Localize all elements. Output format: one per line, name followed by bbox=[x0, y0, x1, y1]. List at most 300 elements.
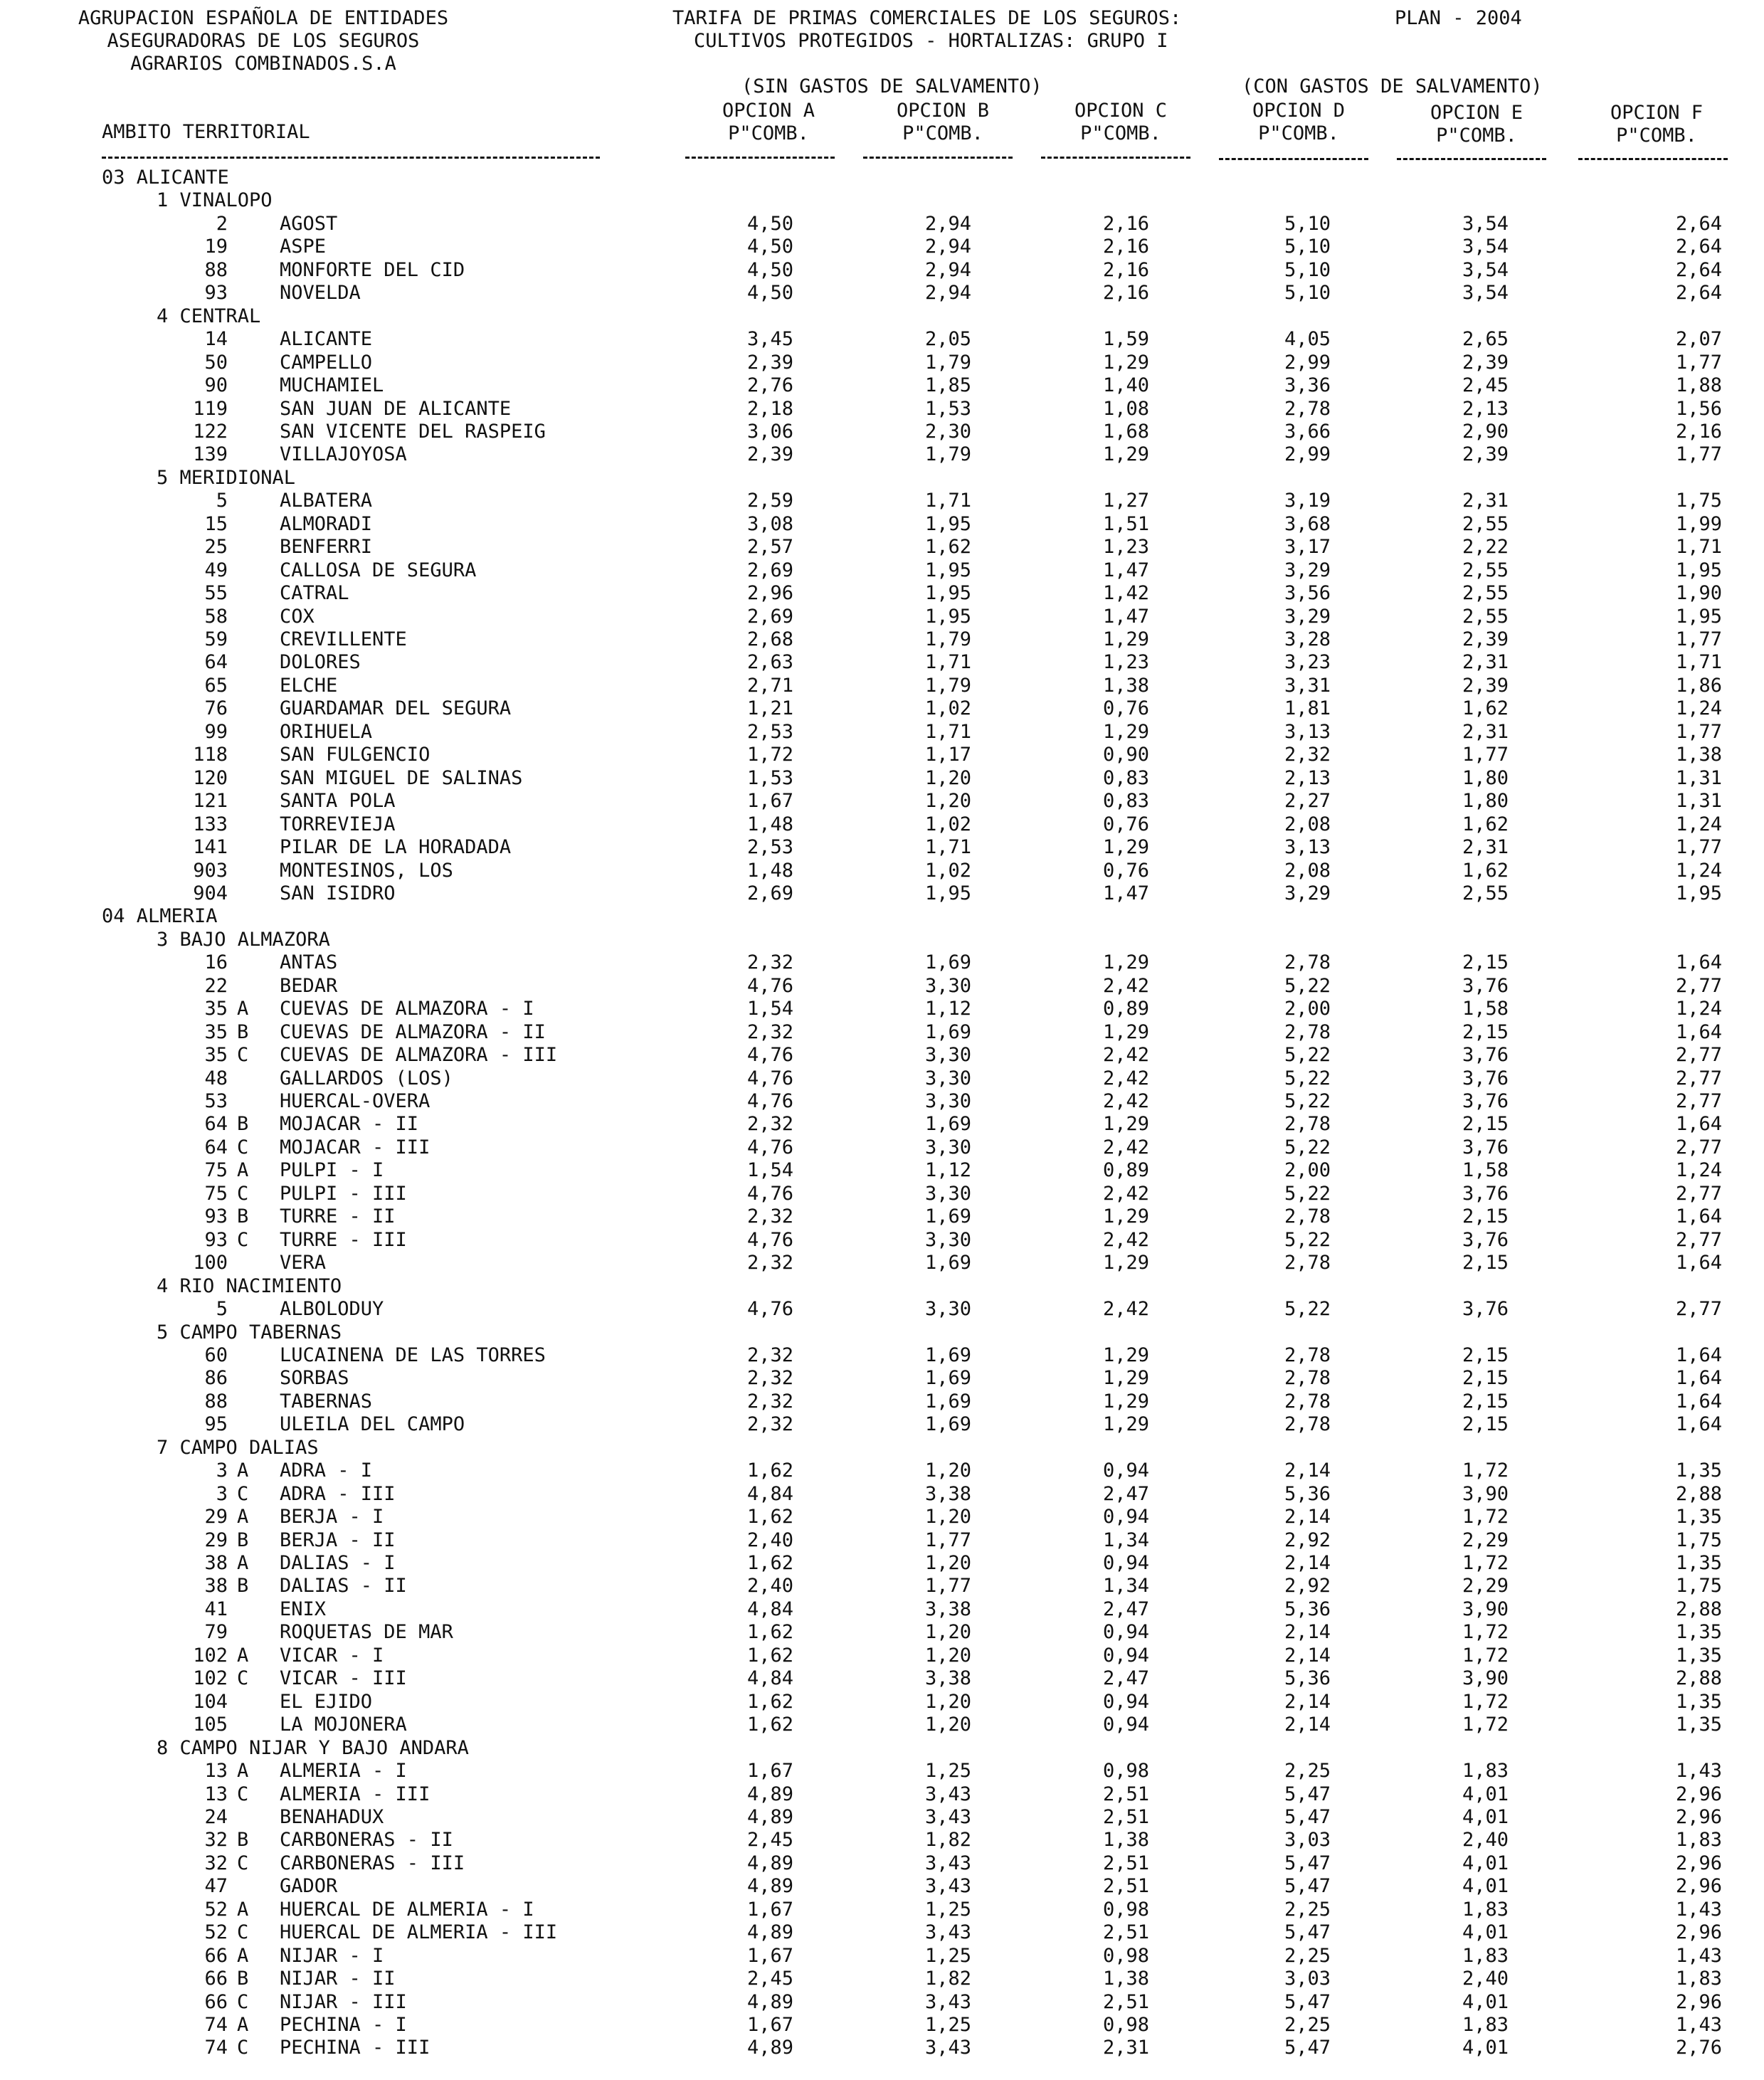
column-sub-a: P"COMB. bbox=[728, 122, 809, 144]
value-opcion-b: 1,95 bbox=[924, 582, 971, 605]
value-opcion-b: 1,69 bbox=[924, 951, 971, 974]
municipality-code: 47 bbox=[204, 1875, 228, 1898]
table-row bbox=[0, 1229, 1764, 1252]
value-opcion-a: 2,32 bbox=[746, 1252, 793, 1274]
value-opcion-f: 1,24 bbox=[1675, 998, 1722, 1020]
value-opcion-e: 3,76 bbox=[1462, 1067, 1509, 1089]
table-row bbox=[0, 1806, 1764, 1829]
table-row bbox=[0, 374, 1764, 397]
value-opcion-e: 4,01 bbox=[1462, 1921, 1509, 1944]
value-opcion-b: 1,69 bbox=[924, 1413, 971, 1436]
value-opcion-f: 1,24 bbox=[1675, 697, 1722, 720]
value-opcion-a: 1,21 bbox=[746, 697, 793, 720]
value-opcion-e: 1,80 bbox=[1462, 790, 1509, 813]
municipality-subzone: B bbox=[237, 1968, 249, 1990]
table-row bbox=[0, 352, 1764, 374]
value-opcion-d: 3,31 bbox=[1284, 674, 1331, 697]
value-opcion-a: 2,18 bbox=[746, 397, 793, 420]
value-opcion-d: 3,19 bbox=[1284, 490, 1331, 512]
value-opcion-d: 1,81 bbox=[1284, 697, 1331, 720]
table-row bbox=[0, 1067, 1764, 1090]
municipality-code: 32 bbox=[204, 1829, 228, 1852]
table-row bbox=[0, 1183, 1764, 1205]
value-opcion-b: 1,20 bbox=[924, 1644, 971, 1667]
municipality-name: LA MOJONERA bbox=[280, 1714, 407, 1736]
org-name-line-1: AGRUPACION ESPAÑOLA DE ENTIDADES bbox=[78, 7, 449, 29]
plan-year: PLAN - 2004 bbox=[1395, 7, 1522, 29]
value-opcion-e: 3,90 bbox=[1462, 1598, 1509, 1620]
value-opcion-f: 1,35 bbox=[1675, 1621, 1722, 1644]
value-opcion-b: 3,38 bbox=[924, 1598, 971, 1620]
municipality-name: BENFERRI bbox=[280, 536, 373, 559]
value-opcion-e: 1,58 bbox=[1462, 1159, 1509, 1182]
value-opcion-a: 1,67 bbox=[746, 2014, 793, 2036]
value-opcion-e: 1,72 bbox=[1462, 1621, 1509, 1644]
value-opcion-f: 1,71 bbox=[1675, 651, 1722, 674]
value-opcion-e: 3,76 bbox=[1462, 974, 1509, 997]
value-opcion-e: 2,15 bbox=[1462, 1367, 1509, 1390]
value-opcion-b: 2,05 bbox=[924, 328, 971, 351]
table-row bbox=[0, 1598, 1764, 1621]
municipality-code: 64 bbox=[204, 651, 228, 674]
municipality-name: ALBOLODUY bbox=[280, 1298, 384, 1321]
value-opcion-e: 2,39 bbox=[1462, 674, 1509, 697]
value-opcion-d: 2,78 bbox=[1284, 1413, 1331, 1436]
municipality-code: 88 bbox=[204, 1390, 228, 1413]
value-opcion-a: 2,45 bbox=[746, 1968, 793, 1990]
value-opcion-e: 2,55 bbox=[1462, 882, 1509, 904]
province-label: 04 ALMERIA bbox=[102, 905, 218, 928]
municipality-name: HUERCAL DE ALMERIA - III bbox=[280, 1921, 558, 1944]
value-opcion-b: 3,30 bbox=[924, 1298, 971, 1321]
value-opcion-e: 2,15 bbox=[1462, 1020, 1509, 1043]
value-opcion-f: 2,64 bbox=[1675, 212, 1722, 235]
value-opcion-c: 0,76 bbox=[1102, 813, 1149, 835]
value-opcion-f: 1,64 bbox=[1675, 1413, 1722, 1436]
value-opcion-b: 1,69 bbox=[924, 1205, 971, 1228]
municipality-name: ALMERIA - III bbox=[280, 1783, 431, 1805]
municipality-subzone: C bbox=[237, 2037, 249, 2059]
value-opcion-c: 2,42 bbox=[1102, 1090, 1149, 1112]
org-name-line-3: AGRARIOS COMBINADOS.S.A bbox=[130, 53, 396, 75]
value-opcion-b: 3,30 bbox=[924, 1090, 971, 1112]
value-opcion-f: 1,75 bbox=[1675, 1575, 1722, 1598]
value-opcion-f: 1,83 bbox=[1675, 1968, 1722, 1990]
municipality-name: MONTESINOS, LOS bbox=[280, 859, 453, 882]
value-opcion-e: 1,83 bbox=[1462, 1898, 1509, 1921]
municipality-subzone: C bbox=[237, 1667, 249, 1690]
value-opcion-b: 1,71 bbox=[924, 651, 971, 674]
value-opcion-d: 5,47 bbox=[1284, 1921, 1331, 1944]
value-opcion-a: 2,69 bbox=[746, 559, 793, 581]
value-opcion-e: 3,76 bbox=[1462, 1228, 1509, 1251]
value-opcion-c: 0,94 bbox=[1102, 1621, 1149, 1644]
municipality-code: 35 bbox=[204, 1020, 228, 1043]
value-opcion-e: 2,65 bbox=[1462, 328, 1509, 351]
table-row bbox=[0, 1899, 1764, 1921]
municipality-name: MONFORTE DEL CID bbox=[280, 258, 465, 281]
municipality-code: 903 bbox=[193, 859, 228, 882]
value-opcion-f: 2,77 bbox=[1675, 1298, 1722, 1321]
value-opcion-a: 2,32 bbox=[746, 1113, 793, 1136]
municipality-name: EL EJIDO bbox=[280, 1690, 373, 1713]
value-opcion-f: 1,99 bbox=[1675, 512, 1722, 535]
comarca-row bbox=[0, 1437, 1764, 1459]
value-opcion-c: 2,16 bbox=[1102, 212, 1149, 235]
value-opcion-e: 1,72 bbox=[1462, 1690, 1509, 1713]
value-opcion-e: 2,15 bbox=[1462, 1343, 1509, 1366]
value-opcion-a: 2,63 bbox=[746, 651, 793, 674]
value-opcion-d: 2,00 bbox=[1284, 1159, 1331, 1182]
value-opcion-e: 2,40 bbox=[1462, 1968, 1509, 1990]
province-label: 03 ALICANTE bbox=[102, 167, 229, 189]
municipality-name: SANTA POLA bbox=[280, 790, 396, 813]
group-heading-con-gastos: (CON GASTOS DE SALVAMENTO) bbox=[1242, 75, 1543, 97]
municipality-code: 13 bbox=[204, 1760, 228, 1783]
municipality-name: ASPE bbox=[280, 236, 327, 258]
table-row bbox=[0, 721, 1764, 744]
value-opcion-b: 2,94 bbox=[924, 258, 971, 281]
value-opcion-f: 1,64 bbox=[1675, 1343, 1722, 1366]
municipality-name: VICAR - I bbox=[280, 1644, 384, 1667]
municipality-name: COX bbox=[280, 605, 315, 628]
value-opcion-c: 1,34 bbox=[1102, 1575, 1149, 1598]
value-opcion-c: 1,59 bbox=[1102, 328, 1149, 351]
table-row bbox=[0, 1783, 1764, 1806]
value-opcion-f: 2,96 bbox=[1675, 1852, 1722, 1874]
value-opcion-c: 1,29 bbox=[1102, 836, 1149, 859]
table-row bbox=[0, 582, 1764, 605]
value-opcion-c: 0,76 bbox=[1102, 859, 1149, 882]
value-opcion-d: 5,10 bbox=[1284, 236, 1331, 258]
value-opcion-b: 1,69 bbox=[924, 1343, 971, 1366]
municipality-name: ULEILA DEL CAMPO bbox=[280, 1413, 465, 1436]
value-opcion-b: 2,94 bbox=[924, 282, 971, 305]
table-row bbox=[0, 421, 1764, 443]
municipality-name: ENIX bbox=[280, 1598, 327, 1620]
value-opcion-a: 1,53 bbox=[746, 766, 793, 789]
value-opcion-a: 1,62 bbox=[746, 1621, 793, 1644]
municipality-code: 141 bbox=[193, 836, 228, 859]
value-opcion-f: 2,96 bbox=[1675, 1921, 1722, 1944]
value-opcion-b: 2,94 bbox=[924, 212, 971, 235]
value-opcion-a: 4,76 bbox=[746, 1298, 793, 1321]
municipality-name: HUERCAL DE ALMERIA - I bbox=[280, 1898, 534, 1921]
table-row bbox=[0, 1852, 1764, 1875]
comarca-row bbox=[0, 467, 1764, 490]
value-opcion-f: 1,64 bbox=[1675, 1020, 1722, 1043]
value-opcion-f: 1,95 bbox=[1675, 559, 1722, 581]
value-opcion-a: 2,39 bbox=[746, 443, 793, 466]
value-opcion-b: 3,30 bbox=[924, 1182, 971, 1205]
table-row bbox=[0, 1968, 1764, 1990]
value-opcion-f: 2,77 bbox=[1675, 1044, 1722, 1067]
value-opcion-d: 5,10 bbox=[1284, 258, 1331, 281]
value-opcion-b: 1,25 bbox=[924, 2014, 971, 2036]
table-row bbox=[0, 836, 1764, 859]
municipality-code: 79 bbox=[204, 1621, 228, 1644]
value-opcion-f: 2,77 bbox=[1675, 974, 1722, 997]
value-opcion-a: 4,76 bbox=[746, 1136, 793, 1158]
value-opcion-b: 3,30 bbox=[924, 1228, 971, 1251]
value-opcion-d: 2,08 bbox=[1284, 813, 1331, 835]
municipality-code: 66 bbox=[204, 1990, 228, 2013]
value-opcion-d: 2,78 bbox=[1284, 1390, 1331, 1413]
value-opcion-f: 2,96 bbox=[1675, 1783, 1722, 1805]
municipality-code: 32 bbox=[204, 1852, 228, 1874]
municipality-code: 102 bbox=[193, 1644, 228, 1667]
value-opcion-a: 4,76 bbox=[746, 1090, 793, 1112]
value-opcion-e: 1,80 bbox=[1462, 766, 1509, 789]
municipality-subzone: A bbox=[237, 1459, 249, 1482]
value-opcion-a: 2,57 bbox=[746, 536, 793, 559]
value-opcion-d: 3,28 bbox=[1284, 628, 1331, 650]
value-opcion-f: 1,24 bbox=[1675, 813, 1722, 835]
value-opcion-c: 2,42 bbox=[1102, 974, 1149, 997]
municipality-name: PULPI - III bbox=[280, 1182, 407, 1205]
value-opcion-e: 4,01 bbox=[1462, 1852, 1509, 1874]
municipality-name: MUCHAMIEL bbox=[280, 374, 384, 397]
value-opcion-b: 1,71 bbox=[924, 720, 971, 743]
municipality-code: 133 bbox=[193, 813, 228, 835]
value-opcion-c: 1,38 bbox=[1102, 674, 1149, 697]
value-opcion-b: 1,71 bbox=[924, 490, 971, 512]
municipality-code: 105 bbox=[193, 1714, 228, 1736]
municipality-code: 122 bbox=[193, 420, 228, 443]
value-opcion-c: 1,29 bbox=[1102, 351, 1149, 374]
value-opcion-a: 4,76 bbox=[746, 1228, 793, 1251]
table-row bbox=[0, 513, 1764, 536]
municipality-code: 24 bbox=[204, 1805, 228, 1828]
value-opcion-f: 1,31 bbox=[1675, 766, 1722, 789]
value-opcion-b: 1,71 bbox=[924, 836, 971, 859]
value-opcion-c: 1,29 bbox=[1102, 1390, 1149, 1413]
value-opcion-d: 5,47 bbox=[1284, 1852, 1331, 1874]
value-opcion-d: 2,78 bbox=[1284, 1343, 1331, 1366]
value-opcion-c: 2,42 bbox=[1102, 1136, 1149, 1158]
value-opcion-b: 1,25 bbox=[924, 1898, 971, 1921]
table-row bbox=[0, 259, 1764, 282]
municipality-code: 5 bbox=[216, 1298, 228, 1321]
table-row bbox=[0, 1667, 1764, 1690]
document-title-line-1: TARIFA DE PRIMAS COMERCIALES DE LOS SEGUROS: bbox=[672, 7, 1182, 29]
value-opcion-c: 2,51 bbox=[1102, 1783, 1149, 1805]
value-opcion-c: 2,31 bbox=[1102, 2037, 1149, 2059]
municipality-name: ELCHE bbox=[280, 674, 338, 697]
municipality-code: 93 bbox=[204, 1205, 228, 1228]
comarca-row bbox=[0, 1321, 1764, 1344]
value-opcion-f: 1,95 bbox=[1675, 605, 1722, 628]
value-opcion-c: 0,89 bbox=[1102, 1159, 1149, 1182]
municipality-code: 22 bbox=[204, 974, 228, 997]
value-opcion-c: 1,29 bbox=[1102, 1343, 1149, 1366]
value-opcion-b: 1,95 bbox=[924, 605, 971, 628]
value-opcion-b: 1,02 bbox=[924, 697, 971, 720]
value-opcion-a: 4,76 bbox=[746, 974, 793, 997]
municipality-name: BERJA - II bbox=[280, 1529, 396, 1551]
municipality-name: LUCAINENA DE LAS TORRES bbox=[280, 1343, 546, 1366]
value-opcion-c: 2,42 bbox=[1102, 1067, 1149, 1089]
value-opcion-f: 1,75 bbox=[1675, 490, 1722, 512]
value-opcion-a: 1,67 bbox=[746, 1898, 793, 1921]
comarca-label: 5 MERIDIONAL bbox=[157, 466, 296, 489]
value-opcion-a: 1,62 bbox=[746, 1644, 793, 1667]
value-opcion-c: 1,34 bbox=[1102, 1529, 1149, 1551]
value-opcion-c: 0,83 bbox=[1102, 790, 1149, 813]
municipality-name: SAN MIGUEL DE SALINAS bbox=[280, 766, 523, 789]
table-row bbox=[0, 1945, 1764, 1968]
municipality-code: 53 bbox=[204, 1090, 228, 1112]
value-opcion-c: 1,29 bbox=[1102, 951, 1149, 974]
municipality-name: MOJACAR - III bbox=[280, 1136, 431, 1158]
value-opcion-a: 3,08 bbox=[746, 512, 793, 535]
municipality-code: 38 bbox=[204, 1575, 228, 1598]
value-opcion-b: 1,95 bbox=[924, 512, 971, 535]
value-opcion-e: 3,76 bbox=[1462, 1090, 1509, 1112]
value-opcion-e: 2,39 bbox=[1462, 443, 1509, 466]
municipality-code: 75 bbox=[204, 1159, 228, 1182]
value-opcion-b: 1,02 bbox=[924, 859, 971, 882]
municipality-subzone: A bbox=[237, 1944, 249, 1967]
value-opcion-f: 1,77 bbox=[1675, 836, 1722, 859]
value-opcion-e: 4,01 bbox=[1462, 2037, 1509, 2059]
value-opcion-a: 1,67 bbox=[746, 1944, 793, 1967]
value-opcion-d: 2,13 bbox=[1284, 766, 1331, 789]
value-opcion-a: 1,62 bbox=[746, 1459, 793, 1482]
value-opcion-e: 2,29 bbox=[1462, 1529, 1509, 1551]
value-opcion-f: 1,43 bbox=[1675, 1760, 1722, 1783]
value-opcion-d: 5,22 bbox=[1284, 1067, 1331, 1089]
value-opcion-f: 2,77 bbox=[1675, 1182, 1722, 1205]
value-opcion-e: 3,54 bbox=[1462, 212, 1509, 235]
value-opcion-c: 2,16 bbox=[1102, 282, 1149, 305]
value-opcion-a: 2,32 bbox=[746, 1413, 793, 1436]
municipality-subzone: C bbox=[237, 1921, 249, 1944]
municipality-name: BERJA - I bbox=[280, 1506, 384, 1529]
value-opcion-b: 1,95 bbox=[924, 882, 971, 904]
value-opcion-c: 0,90 bbox=[1102, 744, 1149, 766]
value-opcion-e: 1,62 bbox=[1462, 859, 1509, 882]
municipality-name: MOJACAR - II bbox=[280, 1113, 419, 1136]
value-opcion-c: 2,51 bbox=[1102, 1875, 1149, 1898]
value-opcion-b: 1,82 bbox=[924, 1968, 971, 1990]
table-row bbox=[0, 213, 1764, 236]
municipality-name: VICAR - III bbox=[280, 1667, 407, 1690]
municipality-code: 904 bbox=[193, 882, 228, 904]
value-opcion-f: 2,64 bbox=[1675, 236, 1722, 258]
municipality-name: ALMERIA - I bbox=[280, 1760, 407, 1783]
comarca-label: 7 CAMPO DALIAS bbox=[157, 1436, 319, 1459]
value-opcion-a: 2,40 bbox=[746, 1529, 793, 1551]
value-opcion-d: 5,22 bbox=[1284, 1090, 1331, 1112]
value-opcion-f: 1,77 bbox=[1675, 720, 1722, 743]
municipality-code: 66 bbox=[204, 1944, 228, 1967]
table-row bbox=[0, 1875, 1764, 1898]
value-opcion-a: 2,69 bbox=[746, 605, 793, 628]
value-opcion-b: 3,43 bbox=[924, 1852, 971, 1874]
municipality-name: VERA bbox=[280, 1252, 327, 1274]
value-opcion-c: 1,42 bbox=[1102, 582, 1149, 605]
table-row bbox=[0, 1136, 1764, 1159]
municipality-code: 60 bbox=[204, 1343, 228, 1366]
value-opcion-a: 4,76 bbox=[746, 1067, 793, 1089]
value-opcion-a: 2,71 bbox=[746, 674, 793, 697]
value-opcion-f: 1,77 bbox=[1675, 443, 1722, 466]
table-row bbox=[0, 559, 1764, 582]
value-opcion-d: 2,14 bbox=[1284, 1506, 1331, 1529]
value-opcion-b: 1,82 bbox=[924, 1829, 971, 1852]
value-opcion-f: 2,16 bbox=[1675, 420, 1722, 443]
value-opcion-a: 1,62 bbox=[746, 1506, 793, 1529]
table-row bbox=[0, 1113, 1764, 1136]
value-opcion-c: 1,08 bbox=[1102, 397, 1149, 420]
municipality-name: CREVILLENTE bbox=[280, 628, 407, 650]
value-opcion-e: 2,45 bbox=[1462, 374, 1509, 397]
value-opcion-d: 2,78 bbox=[1284, 1205, 1331, 1228]
value-opcion-a: 1,72 bbox=[746, 744, 793, 766]
value-opcion-b: 1,79 bbox=[924, 351, 971, 374]
municipality-code: 59 bbox=[204, 628, 228, 650]
value-opcion-a: 4,89 bbox=[746, 2037, 793, 2059]
value-opcion-c: 0,98 bbox=[1102, 1760, 1149, 1783]
municipality-code: 88 bbox=[204, 258, 228, 281]
municipality-name: CUEVAS DE ALMAZORA - I bbox=[280, 998, 534, 1020]
value-opcion-d: 5,47 bbox=[1284, 2037, 1331, 2059]
municipality-code: 3 bbox=[216, 1459, 228, 1482]
value-opcion-b: 1,79 bbox=[924, 628, 971, 650]
value-opcion-c: 1,51 bbox=[1102, 512, 1149, 535]
value-opcion-a: 4,84 bbox=[746, 1667, 793, 1690]
value-opcion-e: 2,31 bbox=[1462, 490, 1509, 512]
municipality-name: SORBAS bbox=[280, 1367, 349, 1390]
municipality-subzone: B bbox=[237, 1113, 249, 1136]
municipality-code: 2 bbox=[216, 212, 228, 235]
value-opcion-a: 2,39 bbox=[746, 351, 793, 374]
value-opcion-b: 1,20 bbox=[924, 1459, 971, 1482]
municipality-code: 41 bbox=[204, 1598, 228, 1620]
value-opcion-a: 4,89 bbox=[746, 1805, 793, 1828]
table-row bbox=[0, 490, 1764, 512]
value-opcion-a: 2,32 bbox=[746, 1343, 793, 1366]
table-row bbox=[0, 1298, 1764, 1321]
value-opcion-f: 1,43 bbox=[1675, 1944, 1722, 1967]
value-opcion-c: 1,29 bbox=[1102, 1367, 1149, 1390]
value-opcion-d: 3,29 bbox=[1284, 882, 1331, 904]
value-opcion-c: 1,29 bbox=[1102, 1252, 1149, 1274]
municipality-code: 95 bbox=[204, 1413, 228, 1436]
value-opcion-f: 2,77 bbox=[1675, 1067, 1722, 1089]
table-row bbox=[0, 744, 1764, 766]
municipality-name: AGOST bbox=[280, 212, 338, 235]
value-opcion-c: 0,89 bbox=[1102, 998, 1149, 1020]
municipality-name: GALLARDOS (LOS) bbox=[280, 1067, 453, 1089]
value-opcion-c: 0,98 bbox=[1102, 2014, 1149, 2036]
table-row bbox=[0, 328, 1764, 351]
municipality-code: 99 bbox=[204, 720, 228, 743]
value-opcion-e: 2,22 bbox=[1462, 536, 1509, 559]
value-opcion-d: 5,36 bbox=[1284, 1598, 1331, 1620]
municipality-code: 90 bbox=[204, 374, 228, 397]
value-opcion-b: 1,20 bbox=[924, 1506, 971, 1529]
municipality-code: 58 bbox=[204, 605, 228, 628]
value-opcion-c: 0,76 bbox=[1102, 697, 1149, 720]
value-opcion-a: 4,89 bbox=[746, 1875, 793, 1898]
value-opcion-a: 4,76 bbox=[746, 1182, 793, 1205]
value-opcion-b: 3,43 bbox=[924, 1921, 971, 1944]
municipality-name: DALIAS - II bbox=[280, 1575, 407, 1598]
value-opcion-a: 2,32 bbox=[746, 1367, 793, 1390]
column-sub-f: P"COMB. bbox=[1616, 125, 1697, 147]
